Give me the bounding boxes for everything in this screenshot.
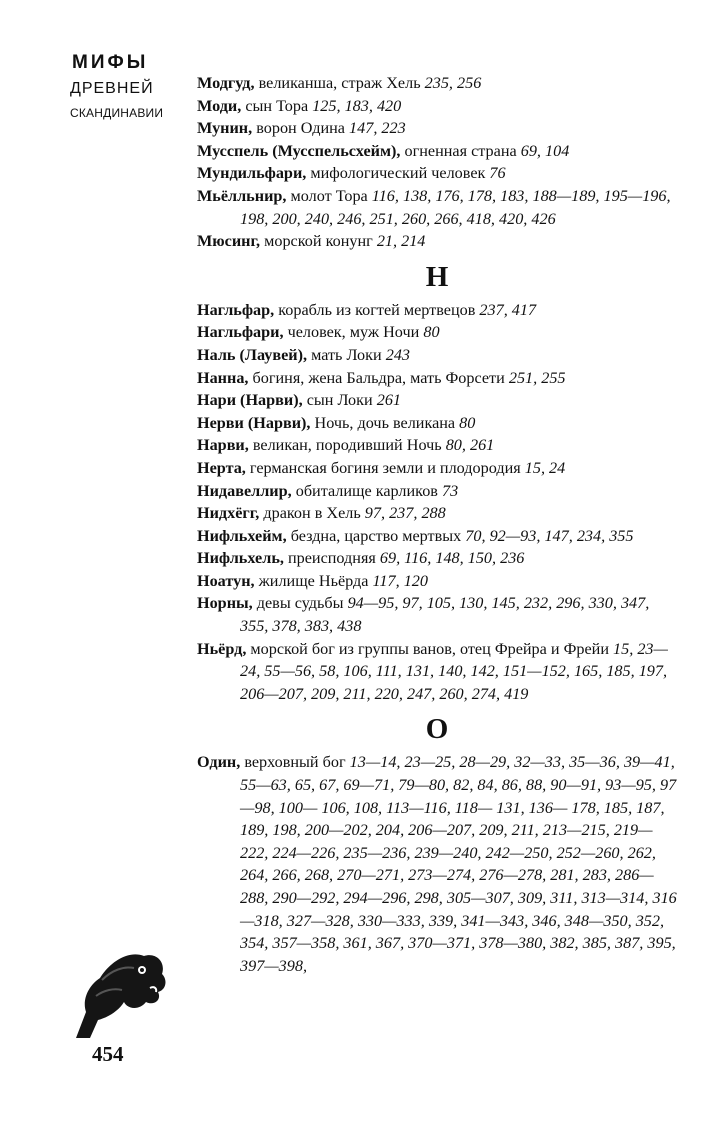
entry-pages: 69, 104 [520, 141, 570, 160]
page-number: 454 [92, 1042, 124, 1066]
entry-headword: Мунин, [197, 119, 253, 138]
entry-pages: 94—95, 97, 105, 130, 145, 232, 296, 330, 347, 355, 378, 383, 438 [240, 594, 650, 636]
entry-description: великанша, страж Хель [254, 74, 425, 92]
book-title: МИФЫ [72, 52, 149, 73]
entry-description: обиталище карликов [291, 481, 442, 500]
entry-headword: Моди, [197, 96, 242, 115]
entry-description: морской бог из группы ванов, отец Фрейра и Фрейи [246, 639, 614, 658]
entry-description: Ночь, дочь великана [310, 413, 460, 432]
book-subtitle-line2: СКАНДИНАВИИ [70, 106, 164, 120]
index-entry [197, 344, 677, 367]
index-entry [197, 95, 677, 118]
index-entry [197, 457, 677, 480]
entry-description: молот Тора [286, 186, 372, 205]
entry-pages: 116, 138, 176, 178, 183, 188—189, 195—196, 198, 200, 240, 246, 251, 260, 266, 418, 420, 426 [240, 186, 671, 228]
index-entry [197, 592, 677, 637]
entry-headword: Нидавеллир, [197, 481, 292, 500]
index-entry [197, 570, 677, 593]
index-entry [197, 367, 677, 390]
index-entry [197, 412, 677, 435]
entry-headword: Нифльхейм, [197, 526, 287, 545]
entry-description: сын Локи [302, 391, 377, 410]
entry-headword: Нари (Нарви), [197, 391, 303, 410]
entry-headword: Один, [197, 753, 241, 772]
entry-pages: 15, 23—24, 55—56, 58, 106, 111, 131, 140, 142, 151—152, 165, 185, 197, 206—207, 209, 211, 220, 247, 260, 274, 419 [240, 639, 668, 703]
entry-description: девы судьбы [252, 594, 348, 613]
entry-pages: 70, 92—93, 147, 234, 355 [465, 526, 634, 545]
entry-headword: Модгуд, [197, 74, 255, 92]
entry-pages: 15, 24 [524, 458, 566, 477]
index-entry [197, 547, 677, 570]
index-entry [197, 162, 677, 185]
running-header [68, 52, 168, 120]
entry-headword: Ньёрд, [197, 639, 247, 658]
entry-headword: Нагльфар, [197, 300, 275, 319]
entry-pages: 69, 116, 148, 150, 236 [379, 549, 525, 568]
entry-pages: 117, 120 [372, 571, 428, 590]
index-column [197, 72, 677, 977]
entry-pages: 80 [459, 413, 476, 432]
entry-description: бездна, царство мертвых [286, 526, 466, 545]
entry-pages: 243 [385, 345, 411, 364]
index-entry [197, 389, 677, 412]
index-entry [197, 502, 677, 525]
entry-description: человек, муж Ночи [283, 323, 424, 342]
index-entry [197, 480, 677, 503]
entry-pages: 237, 417 [479, 300, 537, 319]
entry-headword: Нарви, [197, 436, 249, 455]
entry-description: сын Тора [241, 96, 313, 115]
section-letter: О [425, 713, 449, 746]
entry-description: корабль из когтей мертвецов [274, 300, 480, 319]
entry-headword: Нифльхель, [197, 549, 284, 568]
entry-headword: Наль (Лаувей), [197, 345, 308, 364]
entry-headword: Мусспель (Мусспельсхейм), [197, 141, 401, 160]
entry-headword: Норны, [197, 594, 253, 613]
entry-headword: Нидхёгг, [197, 504, 260, 523]
entry-description: огненная страна [400, 141, 521, 160]
entry-pages: 80, 261 [445, 436, 495, 455]
entry-pages: 251, 255 [508, 368, 566, 387]
entry-pages: 235, 256 [424, 74, 482, 92]
entry-headword: Мюсинг, [197, 232, 261, 251]
entry-pages: 21, 214 [376, 232, 426, 251]
dragon-head-icon [62, 940, 170, 1040]
index-entry [197, 434, 677, 457]
entry-description: богиня, жена Бальдра, мать Форсети [248, 368, 509, 387]
entry-headword: Мьёлльнир, [197, 186, 287, 205]
entry-pages: 125, 183, 420 [312, 96, 402, 115]
entry-description: ворон Одина [252, 119, 350, 138]
entry-headword: Мундильфари, [197, 164, 307, 183]
entry-pages: 76 [489, 164, 506, 183]
index-entry [197, 140, 677, 163]
index-entry [197, 751, 677, 977]
entry-pages: 80 [423, 323, 440, 342]
index-entry [197, 638, 677, 706]
entry-headword: Нанна, [197, 368, 249, 387]
entry-headword: Нагльфари, [197, 323, 284, 342]
index-entry [197, 230, 677, 253]
entry-description: преисподняя [283, 549, 380, 568]
entry-description: мифологический человек [306, 164, 490, 183]
entry-description: морской конунг [260, 232, 377, 251]
index-entry [197, 321, 677, 344]
entry-description: верховный бог [240, 753, 350, 772]
entry-description: мать Локи [307, 345, 386, 364]
entry-description: великан, породивший Ночь [248, 436, 446, 455]
entry-headword: Ноатун, [197, 571, 255, 590]
entry-description: германская богиня земли и плодородия [245, 458, 525, 477]
entry-pages: 261 [376, 391, 401, 410]
section-letter: Н [425, 260, 449, 293]
entry-pages: 73 [442, 481, 459, 500]
entry-description: жилище Ньёрда [254, 571, 373, 590]
index-entry [197, 117, 677, 140]
entry-headword: Нерви (Нарви), [197, 413, 311, 432]
index-entry [197, 72, 677, 95]
book-subtitle-line1: ДРЕВНЕЙ [70, 80, 154, 97]
entry-description: дракон в Хель [259, 504, 365, 523]
entry-headword: Нерта, [197, 458, 246, 477]
index-entry [197, 525, 677, 548]
index-entry [197, 299, 677, 322]
entry-pages: 13—14, 23—25, 28—29, 32—33, 35—36, 39—41, 55—63, 65, 67, 69—71, 79—80, 82, 84, 86, 88, 90—91, 93—95, 97—98, 100— 106, 108, 113—116, 118— 131, 136— 178, 185, 187, 189, 198, 200—202, 204, 206—207, 209, 211, 213—215, 219—222, 224—226, 235—236, 239—240, 242—250, 252—260, 262, 264, 266, 268, 270—271, 273—274, 276—278, 281, 283, 286—288, 290—292, 294—296, 298, 305—307, 309, 311, 313—314, 316—318, 327—328, 330—333, 339, 341—343, 346, 348—350, 352, 354, 357—358, 361, 367, 370—371, 378—380, 382, 385, 387, 395, 397—398, [240, 753, 677, 975]
entry-pages: 97, 237, 288 [364, 504, 446, 523]
index-entry [197, 185, 677, 230]
entry-pages: 147, 223 [349, 119, 406, 138]
